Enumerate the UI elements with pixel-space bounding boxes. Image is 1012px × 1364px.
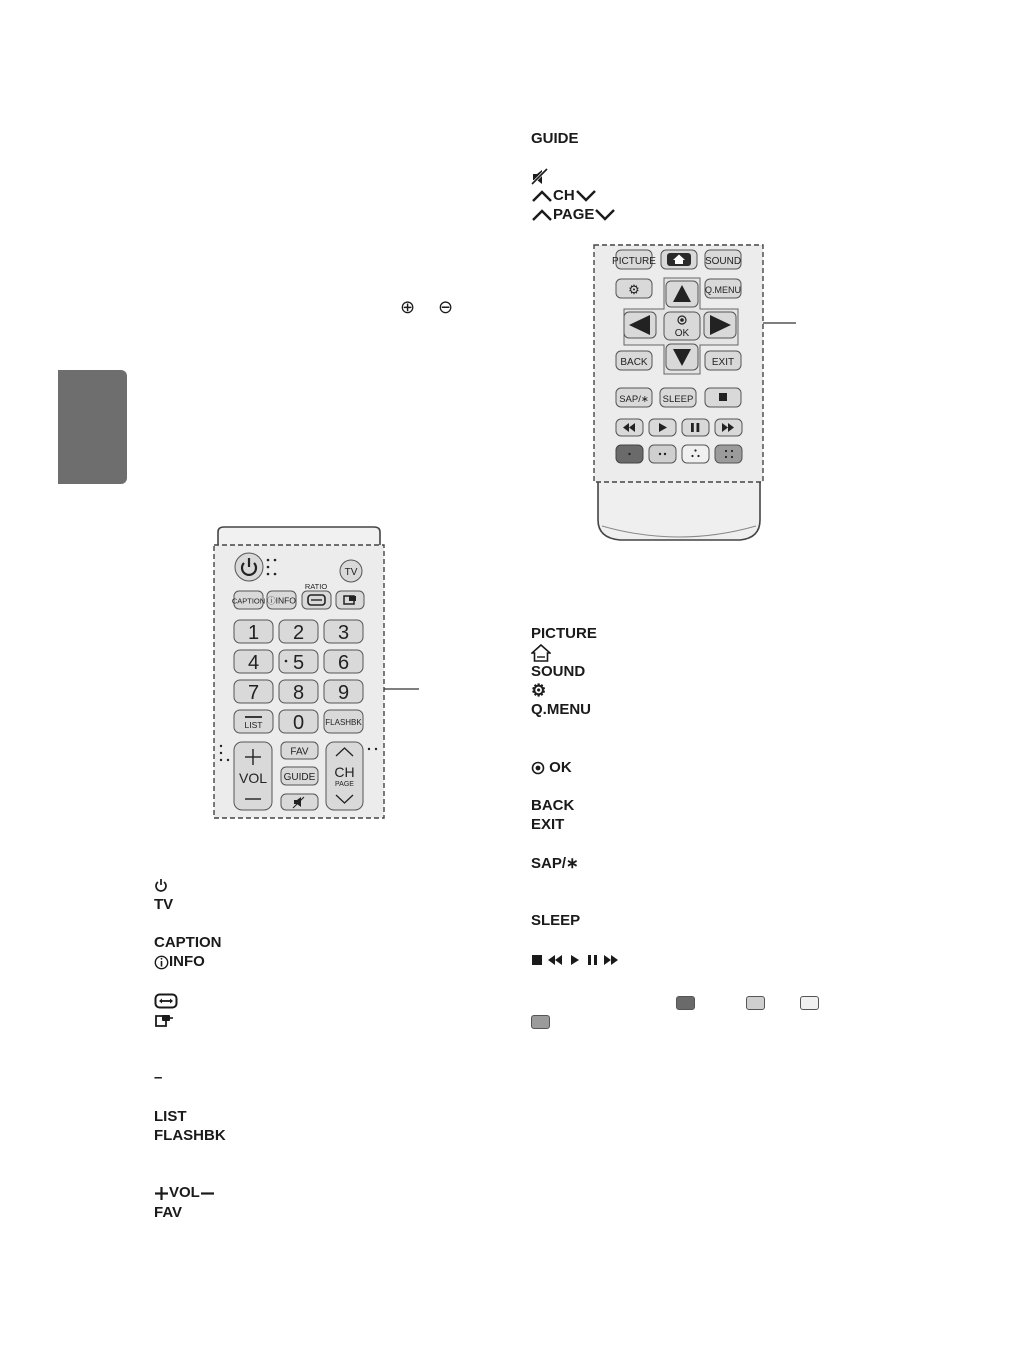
power-icon [154,878,168,892]
blue-key-chip [531,1011,550,1030]
legend-qmenu: Q.MENU [531,701,591,718]
digit-1: 1 [247,622,260,644]
pause-icon [691,423,694,432]
green-key [649,445,676,463]
legend-list: LIST [154,1108,187,1125]
legend-guide [531,129,579,148]
legend-ch [531,186,597,205]
legend-vol: VOL [154,1183,215,1202]
guide-label: GUIDE [531,130,579,147]
info-icon [154,955,169,970]
legend-sap: SAP/∗ [531,855,579,872]
picture-button-label: PICTURE [612,256,656,267]
info-button-label: ⓘINFO [267,595,296,606]
sound-button-label: SOUND [704,256,742,267]
ch-label: CH [334,764,355,780]
vol-label: VOL [238,770,268,786]
digit-2: 2 [292,622,305,644]
gear-icon: ⚙ [628,282,640,297]
minus-icon [200,1186,215,1201]
legend-page [531,205,616,224]
ok-button-label: OK [674,328,690,339]
legend-ratio [154,991,178,1010]
digit-8: 8 [292,682,305,704]
remote-right-illustration [580,236,820,546]
minus-circle-icon: ⊖ [438,297,454,318]
legend-tv: TV [154,896,174,913]
legend-back: BACK [531,797,575,814]
sap-button-label: SAP/∗ [619,394,649,405]
legend-sleep: SLEEP [531,912,581,929]
legend-caption: CAPTION [154,934,222,951]
flashbk-button-label: FLASHBK [325,718,362,727]
chevron-down-icon [594,208,616,222]
digit-7: 7 [247,682,260,704]
chevron-up-icon [531,208,553,222]
sleep-button-label: SLEEP [662,394,694,405]
gear-icon: ⚙ [531,681,547,700]
legend-input [154,1011,174,1030]
plus-circle-icon: ⊕ [400,297,416,318]
page-label: PAGE [553,206,595,223]
yellow-key-chip [800,992,819,1011]
chevron-down-icon [575,189,597,203]
playback-controls-icon [531,953,623,967]
ratio-label: RATIO [304,582,328,591]
section-tab [58,370,127,484]
yellow-key [682,445,709,463]
digit-4: 4 [247,652,260,674]
caption-button-label: CAPTION [231,596,266,606]
list-button-label: LIST [244,720,263,730]
digit-3: 3 [337,622,350,644]
legend-power [154,875,168,894]
tv-button-label: TV [344,567,358,578]
plus-icon [154,1186,169,1201]
fav-button-label: FAV [290,746,309,758]
ch-label: CH [553,187,575,204]
digit-9: 9 [337,682,350,704]
legend-dash: – [154,1069,163,1086]
stop-icon [719,393,727,401]
home-icon [531,644,551,662]
legend-mute [531,167,549,186]
legend-playback [531,950,623,969]
guide-button-label: GUIDE [283,772,316,783]
digit-5: 5 [292,652,305,674]
chevron-up-icon [531,189,553,203]
legend-fav: FAV [154,1204,183,1221]
input-icon [154,1013,174,1029]
legend-flashbk: FLASHBK [154,1127,226,1144]
exit-button-label: EXIT [711,357,735,368]
ok-icon [531,761,545,775]
pause-button [682,419,709,436]
digit-0: 0 [292,712,305,734]
red-key-chip [676,992,695,1011]
legend-ok: OK [531,758,572,777]
legend-settings [531,681,546,701]
legend-info: INFO [154,952,205,971]
digit-6: 6 [337,652,350,674]
ratio-icon [154,993,178,1009]
legend-sound: SOUND [531,663,586,680]
legend-exit: EXIT [531,816,565,833]
blue-key [715,445,742,463]
green-key-chip [746,992,765,1011]
qmenu-button-label: Q.MENU [705,285,741,295]
page-label: PAGE [335,781,354,788]
legend-home [531,643,551,662]
back-button-label: BACK [620,357,648,368]
legend-picture: PICTURE [531,625,597,642]
mute-icon [531,168,549,186]
remote-left-illustration [200,520,440,825]
